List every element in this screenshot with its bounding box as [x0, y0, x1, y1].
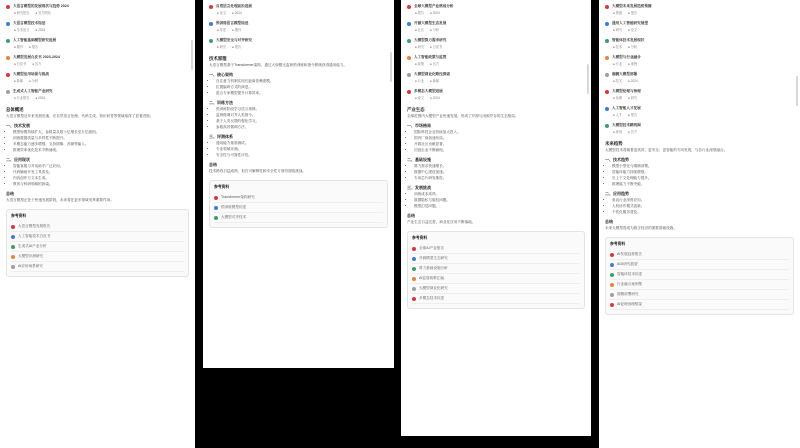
source-meta-tag: ● 报告: [29, 45, 38, 50]
reference-link[interactable]: [11, 262, 184, 272]
source-item[interactable]: [6, 89, 189, 94]
source-meta-tag: ● 2024: [35, 96, 45, 101]
source-title[interactable]: 大语言模型的发展现状与趋势 2024: [13, 4, 69, 8]
reference-favicon-icon: [11, 245, 15, 249]
source-favicon-icon: [407, 56, 411, 60]
source-meta-tag: ● 论文: [415, 96, 424, 101]
source-favicon-icon: [209, 22, 213, 26]
bullet-item: • 个性化服务普及。: [612, 210, 794, 215]
source-title[interactable]: 生成式人工智能产业研究: [13, 89, 53, 93]
source-title[interactable]: 多模态大模型进展: [414, 89, 443, 93]
reference-favicon-icon: [412, 287, 416, 291]
references-card: [6, 209, 189, 277]
references-title: 参考资料: [214, 185, 230, 189]
source-meta-tag: ● 行业: [415, 79, 424, 84]
source-title[interactable]: 预训练语言模型综述: [216, 21, 249, 25]
answer-body: [209, 56, 388, 174]
reference-title[interactable]: 生成式AI产业分析: [18, 244, 47, 248]
summary-paragraph: 产业生态日益完善，商业化应用不断落地。: [407, 220, 476, 224]
source-meta: [613, 113, 794, 118]
reference-title[interactable]: Transformer架构研究: [221, 195, 255, 199]
reference-favicon-icon: [610, 263, 614, 267]
reference-title[interactable]: 算力基础设施分析: [419, 266, 448, 270]
summary-paragraph: 未来大模型将成为数字经济的重要基础设施。: [605, 226, 677, 230]
subsection-heading: 二、基础设施: [407, 157, 431, 162]
intro-paragraph: 大语言模型近年来发展迅速，在自然语言处理、代码生成、知识问答等领域取得了显著进展。: [6, 114, 154, 118]
source-meta-tag: ● 报告: [628, 11, 637, 16]
source-item[interactable]: [407, 55, 585, 60]
reference-link[interactable]: [412, 284, 580, 294]
bullet-item: • 通用能力基准测试。: [216, 141, 388, 146]
reference-favicon-icon: [214, 196, 218, 200]
reference-favicon-icon: [11, 265, 15, 269]
source-meta-tag: ● 行业: [613, 62, 622, 67]
subsection-heading: 一、技术趋势: [605, 157, 629, 162]
source-title[interactable]: 大模型与行业融合: [612, 55, 641, 59]
bullet-item: • 安全性与可靠性评估。: [216, 153, 388, 158]
source-title[interactable]: 自然语言处理前沿进展: [216, 4, 252, 8]
bullet-item: • 算力需求快速增长。: [414, 164, 585, 169]
source-favicon-icon: [6, 56, 10, 60]
source-meta-tag: ● 新闻: [14, 79, 23, 84]
source-meta: [14, 62, 189, 67]
reference-link[interactable]: [11, 232, 184, 242]
bullet-item: • 推理效率优化技术不断涌现。: [13, 148, 189, 153]
source-favicon-icon: [407, 90, 411, 94]
source-meta-tag: ● 研究报告: [14, 11, 29, 16]
source-favicon-icon: [605, 90, 609, 94]
source-favicon-icon: [407, 5, 411, 9]
summary-heading: 总结: [605, 219, 613, 224]
source-title[interactable]: 开源大模型生态发展: [414, 21, 447, 25]
source-title[interactable]: 大模型技术路线图: [612, 123, 641, 127]
section-heading: 产业生态: [407, 107, 425, 112]
reference-favicon-icon: [11, 225, 15, 229]
source-meta-tag: ● 分析: [628, 45, 637, 50]
bullet-item: • 人机协作模式创新。: [612, 204, 794, 209]
source-favicon-icon: [6, 73, 10, 77]
source-meta-tag: ● 2024: [430, 96, 440, 101]
reference-link[interactable]: [610, 270, 789, 280]
subsection-heading: 一、市场格局: [407, 123, 431, 128]
reference-favicon-icon: [610, 273, 614, 277]
panel-2: [203, 0, 394, 368]
subsection-heading: 三、发展挑战: [407, 185, 431, 190]
source-favicon-icon: [6, 39, 10, 43]
source-meta: [415, 96, 585, 101]
source-meta-tag: ● 新闻: [430, 79, 439, 84]
source-meta-tag: ● 技术: [613, 79, 622, 84]
intro-paragraph: 大语言模型基于Transformer架构，通过大规模无监督预训练和指令微调获得通用能力。: [209, 63, 348, 67]
source-meta: [415, 28, 585, 33]
summary-heading: 总结: [407, 213, 415, 218]
divider: [394, 0, 401, 448]
source-meta: [613, 130, 794, 135]
reference-link[interactable]: [214, 203, 383, 213]
answer-body: [6, 107, 189, 203]
source-title[interactable]: 大模型伦理与治理: [612, 89, 641, 93]
reference-title[interactable]: AI应用场景研究: [18, 264, 43, 268]
source-item[interactable]: [605, 89, 794, 94]
source-meta-tag: ● 论文: [217, 11, 226, 16]
source-title[interactable]: 人工智能基础模型研究进展: [13, 38, 57, 42]
source-meta-tag: ● 政策: [415, 62, 424, 67]
source-meta-tag: ● 伦理: [613, 96, 622, 101]
bullet-item: • 智能客服与对话助手广泛应用。: [13, 164, 189, 169]
source-title[interactable]: 全球大模型产业格局分析: [414, 4, 454, 8]
source-meta-tag: ● 研究: [628, 96, 637, 101]
source-title[interactable]: 智能体技术发展现状: [612, 38, 645, 42]
reference-link[interactable]: [214, 213, 383, 223]
source-meta: [14, 79, 189, 84]
reference-title[interactable]: AI监管政策汇编: [419, 276, 444, 280]
reference-favicon-icon: [412, 257, 416, 261]
source-item[interactable]: [407, 89, 585, 94]
references-card: [605, 237, 794, 315]
bullet-item: • 教育与科研领域的探索。: [13, 182, 189, 187]
bullet-item: • 国际科技企业持续加大投入。: [414, 130, 585, 135]
subsection-heading: 一、技术发展: [6, 123, 30, 128]
reference-link[interactable]: [412, 264, 580, 274]
source-meta: [14, 28, 189, 33]
bullet-item: • 数据隐私与版权问题。: [414, 198, 585, 203]
reference-title[interactable]: 智能体技术综述: [617, 272, 643, 276]
source-meta: [14, 45, 189, 50]
source-title[interactable]: 人工智能政策与监管: [414, 55, 447, 59]
subsection-heading: 一、核心架构: [209, 72, 233, 77]
bullet-item: • 自注意力机制实现长距离依赖建模。: [216, 79, 388, 84]
source-meta-tag: ● 期刊: [232, 28, 241, 33]
source-meta-tag: ● 综述: [217, 28, 226, 33]
source-item[interactable]: [605, 123, 794, 128]
references-card: [209, 180, 388, 228]
source-favicon-icon: [6, 90, 10, 94]
source-meta-tag: ● 2024: [232, 11, 242, 16]
source-favicon-icon: [605, 22, 609, 26]
bullet-item: • 国内厂商加速布局。: [414, 136, 585, 141]
source-meta: [415, 79, 585, 84]
source-item[interactable]: [605, 55, 794, 60]
section-heading: 技术原理: [209, 56, 227, 61]
bullet-item: • 模型规模持续扩大，参数量从数十亿增长至万亿级别。: [13, 130, 189, 135]
source-meta: [217, 11, 388, 16]
reference-link[interactable]: [11, 242, 184, 252]
source-item[interactable]: [407, 72, 585, 77]
source-meta-tag: ● 规划: [613, 130, 622, 135]
answer-body: [407, 107, 585, 225]
bullet-item: • 训练成本高昂。: [414, 192, 585, 197]
source-meta-tag: ● 行业报告: [14, 96, 29, 101]
section-heading: 总体概述: [6, 107, 24, 112]
source-title[interactable]: 大模型算力需求研究: [414, 38, 447, 42]
source-meta-tag: ● 论文: [628, 28, 637, 33]
source-favicon-icon: [209, 5, 213, 9]
reference-link[interactable]: [11, 252, 184, 262]
reference-title[interactable]: 预训练模型综述: [221, 205, 247, 209]
source-meta-tag: ● 官方网站: [35, 11, 50, 16]
source-item[interactable]: [605, 106, 794, 111]
source-meta: [415, 45, 585, 50]
subsection-heading: 三、评测体系: [209, 134, 233, 139]
scrollbar[interactable]: [191, 40, 193, 70]
reference-link[interactable]: [214, 193, 383, 203]
source-list: [209, 4, 388, 50]
reference-title[interactable]: 开源模型生态研究: [419, 256, 448, 260]
source-meta: [613, 45, 794, 50]
answer-body: [605, 141, 794, 231]
reference-favicon-icon: [412, 267, 416, 271]
reference-link[interactable]: [610, 300, 789, 310]
divider: [195, 0, 203, 448]
source-item[interactable]: [605, 72, 794, 77]
source-item[interactable]: [605, 38, 794, 43]
source-title[interactable]: 通用人工智能研究展望: [612, 21, 648, 25]
source-meta-tag: ● 2024: [35, 28, 45, 33]
bullet-item: • 基于人类反馈的强化学习。: [216, 119, 388, 124]
reference-title[interactable]: AI伦理治理框架: [617, 302, 642, 306]
reference-favicon-icon: [610, 253, 614, 257]
bullet-list: [6, 130, 189, 153]
source-title[interactable]: 大语言模型技术综述: [13, 21, 46, 25]
reference-favicon-icon: [412, 247, 416, 251]
source-meta-tag: ● 2024: [628, 79, 638, 84]
reference-favicon-icon: [214, 216, 218, 220]
source-meta: [613, 11, 794, 16]
panel-4: [599, 0, 800, 448]
bullet-item: • 监督微调对齐人类指令。: [216, 113, 388, 118]
reference-favicon-icon: [214, 206, 218, 210]
summary-heading: 总结: [6, 191, 14, 196]
section-heading: 未来趋势: [605, 141, 623, 146]
panel-1: [0, 0, 195, 448]
reference-link[interactable]: [610, 290, 789, 300]
source-title[interactable]: 大模型未来发展趋势预测: [612, 4, 652, 8]
source-item[interactable]: [6, 4, 189, 9]
source-title[interactable]: 端侧大模型部署: [612, 72, 638, 76]
source-list: [407, 4, 585, 101]
source-favicon-icon: [209, 39, 213, 43]
reference-title[interactable]: 人工智能技术白皮书: [18, 234, 51, 238]
bullet-list: [407, 164, 585, 181]
source-favicon-icon: [6, 5, 10, 9]
source-title[interactable]: 大模型发展白皮书 2023-2024: [13, 55, 60, 59]
source-item[interactable]: [6, 38, 189, 43]
source-item[interactable]: [407, 38, 585, 43]
reference-link[interactable]: [412, 254, 580, 264]
panel-3: [401, 0, 591, 436]
reference-title[interactable]: 大模型评测研究: [18, 254, 44, 258]
source-meta-tag: ● 白皮书: [430, 45, 442, 50]
summary-paragraph: 技术路线日趋成熟，但在可解释性和安全性方面仍面临挑战。: [209, 169, 307, 173]
source-meta-tag: ● 社区: [415, 28, 424, 33]
source-meta: [415, 62, 585, 67]
source-meta-tag: ● 报告: [628, 113, 637, 118]
bullet-item: • 位置编码方式的演进。: [216, 85, 388, 90]
source-meta: [613, 28, 794, 33]
source-meta-tag: ● 研究: [415, 45, 424, 50]
bullet-item: • 内容创作与文本生成。: [13, 176, 189, 181]
source-favicon-icon: [605, 56, 609, 60]
source-title[interactable]: 人工智能人才发展: [612, 106, 641, 110]
source-meta-tag: ● 案例: [628, 62, 637, 67]
source-meta-tag: ● 技术: [613, 45, 622, 50]
reference-title[interactable]: 全球AI产业报告: [419, 246, 444, 250]
bullet-item: • 推理能力不断突破。: [612, 182, 794, 187]
bullet-item: • 模型小型化与端侧部署。: [612, 164, 794, 169]
source-meta: [217, 45, 388, 50]
bullet-item: • 数据中心建设加速。: [414, 170, 585, 175]
source-meta-tag: ● 2024: [430, 11, 440, 16]
reference-link[interactable]: [412, 274, 580, 284]
source-meta-tag: ● 官方: [32, 62, 41, 67]
source-meta: [217, 28, 388, 33]
bullet-list: [407, 192, 585, 209]
reference-favicon-icon: [11, 235, 15, 239]
source-meta-tag: ● 分析: [430, 28, 439, 33]
reference-favicon-icon: [610, 293, 614, 297]
bullet-item: • 混合专家模型提升计算效率。: [216, 91, 388, 96]
reference-title[interactable]: 大模型商业化研究: [419, 286, 448, 290]
source-list: [605, 4, 794, 135]
bullet-item: • 代码辅助开发工具普及。: [13, 170, 189, 175]
summary-heading: 总结: [209, 162, 217, 167]
bullet-item: • 专用芯片研发推进。: [414, 176, 585, 181]
source-meta: [613, 62, 794, 67]
source-item[interactable]: [209, 4, 388, 9]
subsection-heading: 二、应用趋势: [605, 191, 629, 196]
reference-title[interactable]: 行业融合案例集: [617, 282, 643, 286]
source-title[interactable]: 大模型商业化路径探索: [414, 72, 450, 76]
bullet-list: [209, 107, 388, 130]
references-title: 参考资料: [11, 214, 27, 218]
scrollbar[interactable]: [587, 64, 589, 94]
bullet-item: • 初创企业不断涌现。: [414, 148, 585, 153]
reference-link[interactable]: [610, 250, 789, 260]
bullet-item: • 参数高效微调方法。: [216, 125, 388, 130]
intro-paragraph: 大模型技术将朝着更高效、更安全、更智能的方向发展，与各行业深度融合。: [605, 148, 728, 152]
source-favicon-icon: [605, 124, 609, 128]
source-title[interactable]: 大模型安全与对齐研究: [216, 38, 252, 42]
source-meta-tag: ● 研究: [217, 45, 226, 50]
bullet-item: • 训练数据质量与多样性不断提升。: [13, 136, 189, 141]
source-meta-tag: ● 预测: [613, 11, 622, 16]
bullet-item: • 多模态能力逐步增强，支持图像、音频等输入。: [13, 142, 189, 147]
source-favicon-icon: [407, 22, 411, 26]
source-meta: [613, 79, 794, 84]
bullet-item: • 专业领域评测。: [216, 147, 388, 152]
source-meta: [415, 11, 585, 16]
source-meta-tag: ● 学术论文: [14, 28, 29, 33]
reference-title[interactable]: AI发展趋势报告: [617, 252, 642, 256]
reference-link[interactable]: [610, 260, 789, 270]
source-item[interactable]: [605, 4, 794, 9]
source-meta-tag: ● 报告: [232, 45, 241, 50]
scrollbar[interactable]: [390, 52, 392, 82]
source-meta-tag: ● 报告: [415, 11, 424, 16]
reference-favicon-icon: [11, 255, 15, 259]
bullet-list: [605, 164, 794, 187]
source-favicon-icon: [6, 22, 10, 26]
summary-paragraph: 大语言模型正处于快速发展阶段，未来将在更多领域发挥重要作用。: [6, 198, 114, 202]
bullet-item: • 模型幻觉问题。: [414, 204, 585, 209]
reference-title[interactable]: 大模型对齐技术: [221, 215, 247, 219]
source-meta: [14, 11, 189, 16]
source-meta: [613, 96, 794, 101]
source-favicon-icon: [407, 73, 411, 77]
source-item[interactable]: [209, 21, 388, 26]
source-item[interactable]: [6, 55, 189, 60]
reference-link[interactable]: [610, 280, 789, 290]
source-meta-tag: ● 分析: [29, 79, 38, 84]
source-item[interactable]: [209, 38, 388, 43]
source-meta-tag: ● 研究: [613, 28, 622, 33]
reference-link[interactable]: [11, 222, 184, 232]
reference-link[interactable]: [412, 294, 580, 304]
source-favicon-icon: [605, 73, 609, 77]
source-item[interactable]: [6, 72, 189, 77]
reference-favicon-icon: [610, 283, 614, 287]
source-favicon-icon: [605, 39, 609, 43]
source-favicon-icon: [605, 5, 609, 9]
divider: [591, 0, 599, 448]
reference-title[interactable]: 多模态技术综述: [419, 296, 445, 300]
reference-title[interactable]: AGI研究展望: [617, 262, 638, 266]
bullet-list: [209, 79, 388, 96]
bullet-list: [605, 198, 794, 215]
subsection-heading: 二、应用现状: [6, 157, 30, 162]
bullet-list: [209, 141, 388, 158]
reference-favicon-icon: [412, 277, 416, 281]
bullet-list: [6, 164, 189, 187]
bullet-item: • 预训练阶段学习语言规律。: [216, 107, 388, 112]
subsection-heading: 二、训练方法: [209, 100, 233, 105]
source-item[interactable]: [407, 4, 585, 9]
bullet-list: [407, 130, 585, 153]
source-meta-tag: ● 白皮书: [14, 62, 26, 67]
source-meta-tag: ● 官方: [430, 62, 439, 67]
source-meta: [14, 96, 189, 101]
source-title[interactable]: 大模型应用场景与挑战: [13, 72, 49, 76]
bullet-item: • 智能体能力持续增强。: [612, 170, 794, 175]
reference-link[interactable]: [412, 244, 580, 254]
source-favicon-icon: [605, 107, 609, 111]
references-title: 参考资料: [412, 236, 428, 240]
source-list: [6, 4, 189, 101]
source-meta-tag: ● 官方: [628, 130, 637, 135]
source-favicon-icon: [407, 39, 411, 43]
reference-favicon-icon: [412, 297, 416, 301]
source-item[interactable]: [605, 21, 794, 26]
reference-title[interactable]: 大语言模型发展报告: [18, 224, 51, 228]
references-card: [407, 231, 585, 309]
scrollbar[interactable]: [796, 76, 798, 106]
source-meta-tag: ● 期刊: [14, 45, 23, 50]
intro-paragraph: 全球范围内大模型产业快速发展，形成了开源与闭源并存的生态格局。: [407, 114, 519, 118]
source-item[interactable]: [407, 21, 585, 26]
bullet-item: • 开源社区贡献显著。: [414, 142, 585, 147]
reference-favicon-icon: [610, 303, 614, 307]
references-title: 参考资料: [610, 242, 626, 246]
reference-title[interactable]: 端侧部署研究: [617, 292, 639, 296]
bullet-item: • 长上下文处理能力提升。: [612, 176, 794, 181]
source-meta-tag: ● 人才: [613, 113, 622, 118]
source-item[interactable]: [6, 21, 189, 26]
bullet-item: • 垂直行业深度应用。: [612, 198, 794, 203]
